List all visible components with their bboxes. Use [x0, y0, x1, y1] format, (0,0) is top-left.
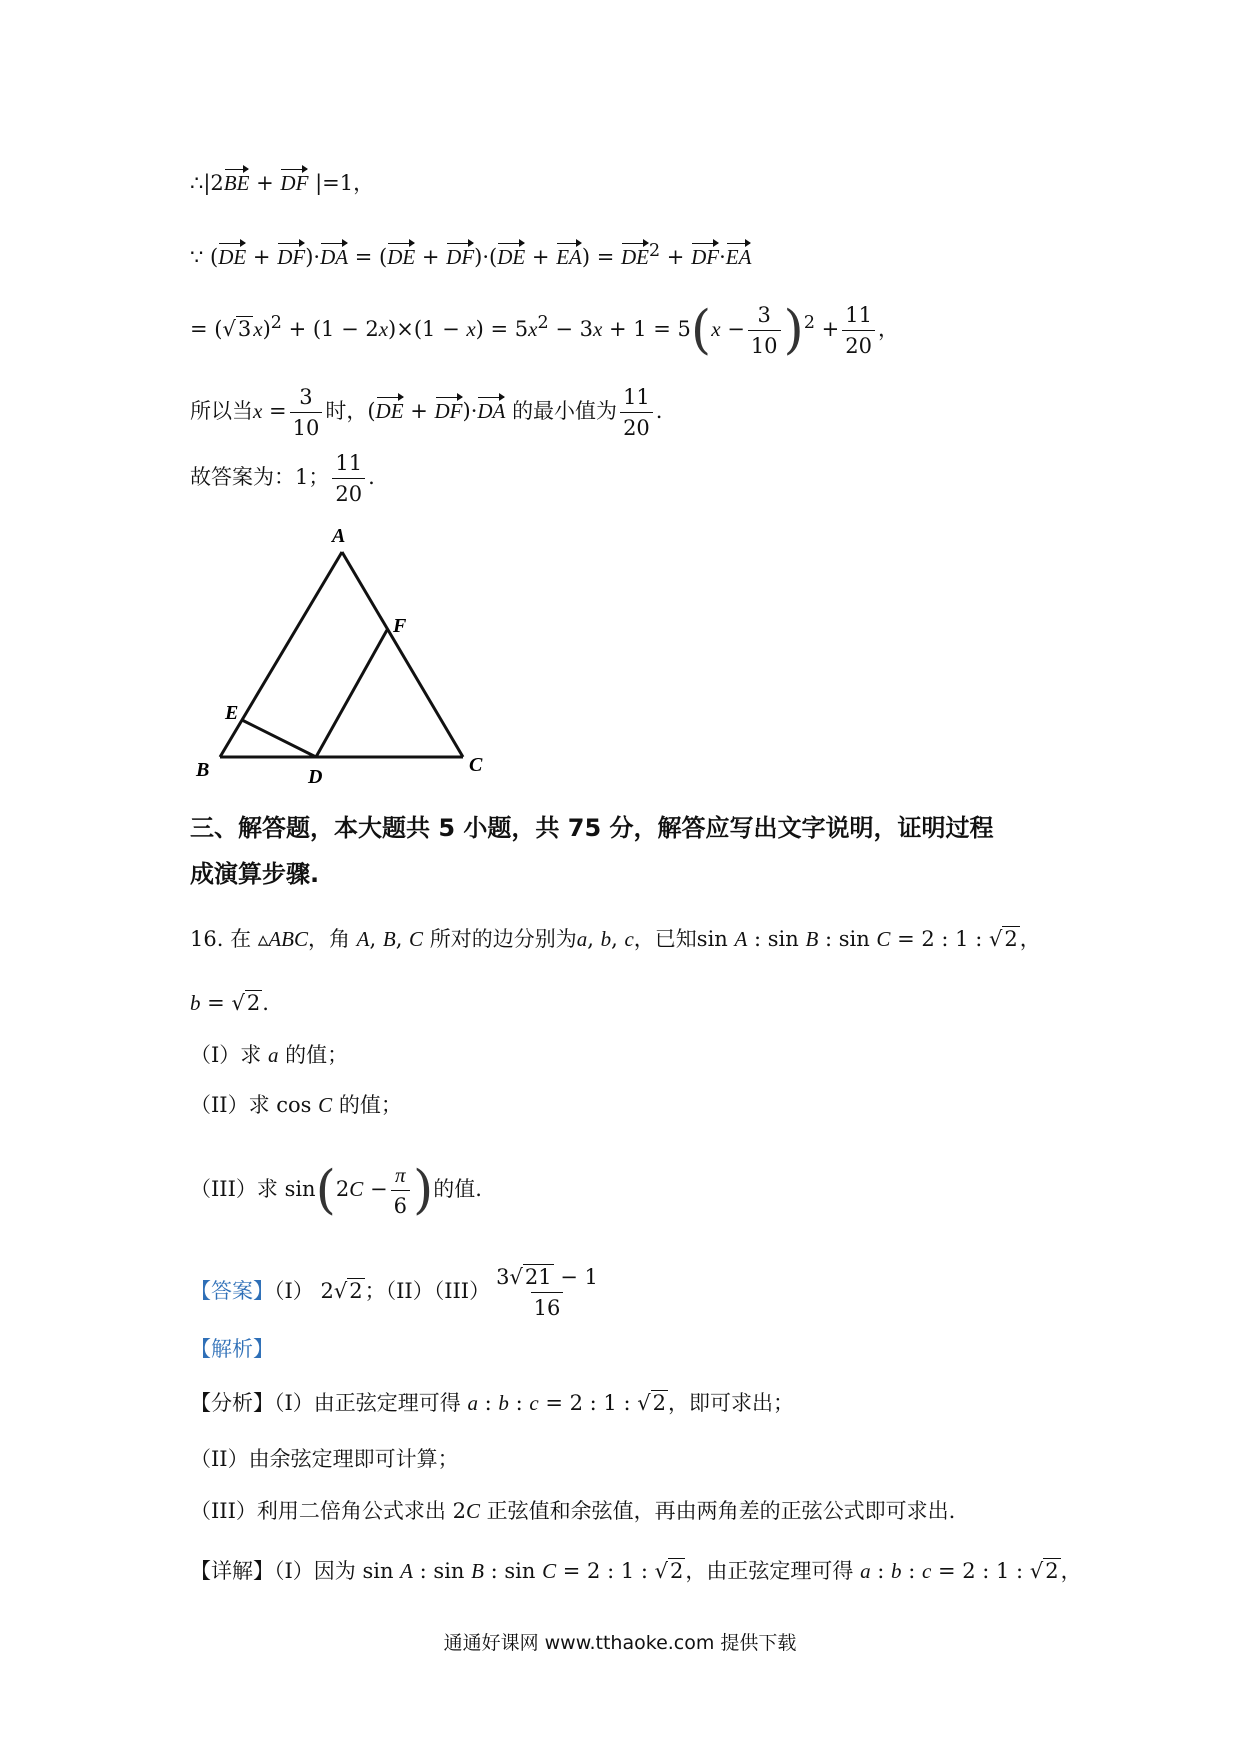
section-heading-line1: 三、解答题，本大题共 5 小题，共 75 分，解答应写出文字说明，证明过程: [190, 814, 994, 842]
segment-ed: [242, 720, 316, 757]
triangle-diagram: [190, 520, 490, 790]
expansion-line: = $(√3x)^2 + (1 - 2x)\times(1 - x) = 5x^2 - 3x + 1 = 5(x$ − $\frac{3}{10}$ )$^2$ + $\frac{11}{20}$ ，: [190, 300, 899, 361]
label-b: B: [196, 759, 210, 781]
answer-row: 【答案】（I） 2√2；（II）（III） $\frac{3√21 - 1}{16}$: [190, 1262, 604, 1323]
because-line: ∵ $(DE + DF)\cdot DA = (DE + DF)\cdot(DE + EA) = DE^2 + DF\cdot EA$: [190, 236, 751, 272]
analysis-fx-2: （II）由余弦定理即可计算；: [190, 1447, 459, 1471]
therefore-line: ∴|2BE + DF |=1，: [190, 168, 374, 198]
footer-text: 通通好课网 www.tthaoke.com 提供下载: [443, 1632, 797, 1654]
side-ac: [342, 552, 463, 757]
analysis-fx-1: 【分析】（I）由正弦定理可得 a : b : c = 2 : 1 : √2，即可求出；: [190, 1391, 794, 1415]
subquestion-3: （III）求 sin(2C − $\frac{\pi}{6}$ )的值.: [190, 1160, 482, 1221]
label-f: F: [393, 615, 407, 637]
problem-16-stem: 16. 在 ▵ABC，角 A, B, C 所对的边分别为a, b, c，已知sin A : sin B : sin C = 2 : 1 : √2，: [190, 927, 1041, 951]
segment-df: [316, 630, 387, 757]
label-a: A: [332, 525, 346, 547]
analysis-detail: 【详解】（I）因为 sin A : sin B : sin C = 2 : 1 : √2，由正弦定理可得 a : b : c = 2 : 1 : √2，: [190, 1559, 1082, 1583]
subquestion-1: （I）求 a 的值；: [190, 1043, 349, 1067]
section-heading-line2: 成演算步骤.: [190, 860, 320, 888]
answer-line: 故答案为：1； $\frac{11}{20}$ .: [190, 448, 375, 509]
analysis-fx-3: （III）利用二倍角公式求出 2C 正弦值和余弦值，再由两角差的正弦公式即可求出.: [190, 1499, 956, 1523]
analysis-tag: 【解析】: [190, 1337, 274, 1361]
problem-16-given-b: b = √2.: [190, 991, 269, 1015]
label-e: E: [225, 702, 239, 724]
minimum-line: 所以当x = $\frac{3}{10}$ 时，(DE + DF)·DA 的最小值为 $\frac{11}{20}$ .: [190, 382, 662, 443]
label-c: C: [469, 754, 483, 776]
side-ab: [220, 552, 342, 757]
answer-tag: 【答案】: [190, 1279, 274, 1303]
subquestion-2: （II）求 cos C 的值；: [190, 1093, 402, 1117]
label-d: D: [308, 766, 323, 788]
